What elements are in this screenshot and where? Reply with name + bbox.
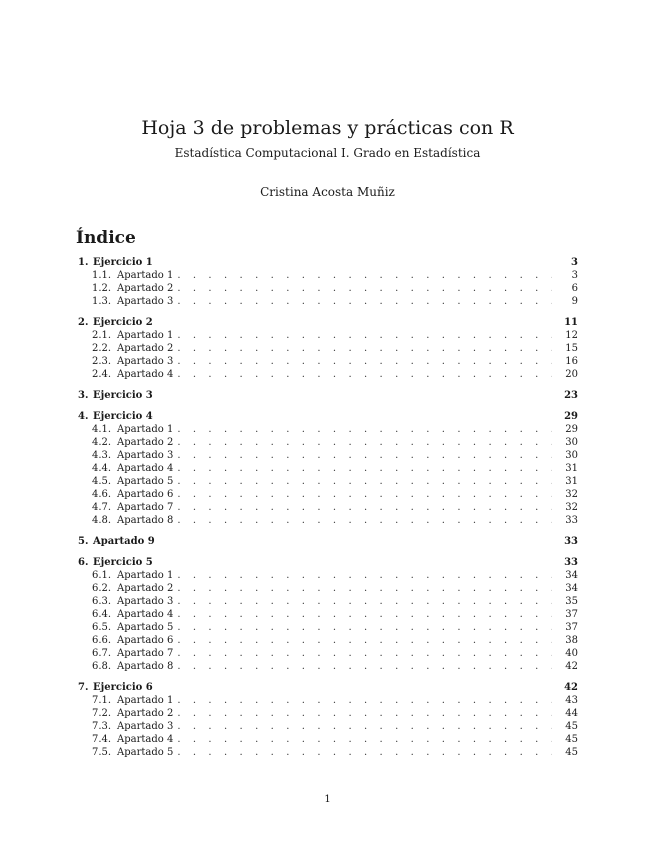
- toc-subsection-title: Apartado 3: [117, 296, 174, 307]
- toc-subsection-number: 7.2.: [92, 708, 112, 719]
- toc-subsection-number: 2.4.: [92, 369, 112, 380]
- toc-subsection-title: Apartado 8: [117, 515, 174, 526]
- document-author: Cristina Acosta Muñiz: [260, 185, 395, 199]
- toc-subsection-title: Apartado 2: [117, 343, 174, 354]
- dot-leader: [177, 355, 552, 368]
- toc-subsection-entry[interactable]: [78, 746, 578, 759]
- toc-subsection-number: 2.1.: [92, 330, 112, 341]
- dot-leader: [177, 423, 552, 436]
- toc-section-number: 2.: [78, 317, 89, 328]
- toc-subsection-number: 4.1.: [92, 424, 112, 435]
- toc-subsection-page: 20: [565, 369, 578, 380]
- toc-section-page: 42: [564, 682, 578, 693]
- toc-subsection-page: 15: [565, 343, 578, 354]
- toc-subsection-page: 43: [565, 695, 578, 706]
- toc-subsection-entry[interactable]: [78, 647, 578, 660]
- title-block: [0, 116, 655, 199]
- toc-subsection-page: 38: [565, 635, 578, 646]
- toc-subsection-title: Apartado 1: [117, 270, 174, 281]
- toc-subsection-page: 31: [565, 476, 578, 487]
- toc-subsection-page: 45: [565, 747, 578, 758]
- toc-subsection-page: 34: [565, 583, 578, 594]
- dot-leader: [177, 475, 552, 488]
- dot-leader: [177, 329, 552, 342]
- toc-section-number: 5.: [78, 536, 89, 547]
- dot-leader: [177, 569, 552, 582]
- toc-subsection-entry[interactable]: [78, 582, 578, 595]
- toc-subsection-title: Apartado 1: [117, 570, 174, 581]
- toc-subsection-page: 42: [565, 661, 578, 672]
- toc-subsection-entry[interactable]: [78, 423, 578, 436]
- toc-subsection-page: 33: [565, 515, 578, 526]
- toc-subsection-number: 1.1.: [92, 270, 112, 281]
- toc-subsection-entry[interactable]: [78, 475, 578, 488]
- dot-leader: [177, 647, 552, 660]
- dot-leader: [177, 621, 552, 634]
- toc-subsection-page: 40: [565, 648, 578, 659]
- toc-subsection-page: 35: [565, 596, 578, 607]
- toc-section-number: 6.: [78, 557, 89, 568]
- toc-subsection-page: 29: [565, 424, 578, 435]
- toc-section: [78, 316, 578, 381]
- toc-subsection-number: 7.3.: [92, 721, 112, 732]
- toc-subsection-number: 6.2.: [92, 583, 112, 594]
- toc-subsection-number: 6.6.: [92, 635, 112, 646]
- toc-subsection-entry[interactable]: [78, 595, 578, 608]
- page-number: 1: [324, 794, 331, 805]
- toc-subsection-page: 32: [565, 502, 578, 513]
- table-of-contents: [78, 256, 578, 767]
- toc-section-title: Ejercicio 6: [93, 682, 153, 693]
- toc-subsection-entry[interactable]: [78, 621, 578, 634]
- toc-subsection-title: Apartado 6: [117, 635, 174, 646]
- toc-subsection-entry[interactable]: [78, 449, 578, 462]
- toc-subsection-number: 7.1.: [92, 695, 112, 706]
- toc-section-entry[interactable]: [78, 389, 578, 402]
- toc-section: [78, 256, 578, 308]
- toc-section-page: 3: [571, 257, 578, 268]
- toc-section-page: 23: [564, 390, 578, 401]
- toc-subsection-title: Apartado 2: [117, 437, 174, 448]
- toc-section-entry[interactable]: [78, 410, 578, 423]
- toc-subsection-entry[interactable]: [78, 608, 578, 621]
- toc-subsection-number: 4.8.: [92, 515, 112, 526]
- toc-subsection-number: 4.5.: [92, 476, 112, 487]
- toc-section-number: 7.: [78, 682, 89, 693]
- toc-subsection-entry[interactable]: [78, 282, 578, 295]
- toc-subsection-title: Apartado 5: [117, 747, 174, 758]
- dot-leader: [177, 436, 552, 449]
- toc-subsection-page: 16: [565, 356, 578, 367]
- toc-subsection-entry[interactable]: [78, 368, 578, 381]
- toc-heading: Índice: [76, 228, 136, 248]
- dot-leader: [177, 733, 552, 746]
- toc-subsection-entry[interactable]: [78, 694, 578, 707]
- dot-leader: [177, 707, 552, 720]
- dot-leader: [177, 746, 552, 759]
- toc-subsection-entry[interactable]: [78, 501, 578, 514]
- toc-section-number: 1.: [78, 257, 89, 268]
- toc-subsection-number: 2.2.: [92, 343, 112, 354]
- toc-subsection-entry[interactable]: [78, 436, 578, 449]
- toc-subsection-title: Apartado 3: [117, 450, 174, 461]
- toc-subsection-title: Apartado 2: [117, 583, 174, 594]
- toc-subsection-number: 7.5.: [92, 747, 112, 758]
- toc-subsection-page: 44: [565, 708, 578, 719]
- toc-subsection-title: Apartado 4: [117, 463, 174, 474]
- toc-subsection-entry[interactable]: [78, 720, 578, 733]
- toc-subsection-page: 34: [565, 570, 578, 581]
- toc-section-entry[interactable]: [78, 256, 578, 269]
- toc-subsection-title: Apartado 3: [117, 596, 174, 607]
- toc-subsection-number: 7.4.: [92, 734, 112, 745]
- toc-subsection-number: 4.3.: [92, 450, 112, 461]
- document-title: Hoja 3 de problemas y prácticas con R: [141, 117, 514, 139]
- dot-leader: [177, 608, 552, 621]
- toc-subsection-number: 6.5.: [92, 622, 112, 633]
- toc-subsection-page: 30: [565, 437, 578, 448]
- dot-leader: [177, 501, 552, 514]
- toc-section-number: 4.: [78, 411, 89, 422]
- toc-subsection-entry[interactable]: [78, 569, 578, 582]
- toc-section-entry[interactable]: [78, 556, 578, 569]
- toc-subsection-number: 4.2.: [92, 437, 112, 448]
- toc-subsection-entry[interactable]: [78, 488, 578, 501]
- toc-subsection-title: Apartado 3: [117, 356, 174, 367]
- toc-subsection-number: 1.2.: [92, 283, 112, 294]
- toc-subsection-title: Apartado 5: [117, 476, 174, 487]
- toc-section-entry[interactable]: [78, 316, 578, 329]
- toc-subsection-page: 37: [565, 622, 578, 633]
- toc-subsection-entry[interactable]: [78, 269, 578, 282]
- toc-subsection-title: Apartado 4: [117, 734, 174, 745]
- toc-subsection-title: Apartado 4: [117, 609, 174, 620]
- toc-section-entry[interactable]: [78, 535, 578, 548]
- toc-subsection-number: 1.3.: [92, 296, 112, 307]
- toc-section-title: Apartado 9: [93, 536, 155, 547]
- toc-subsection-entry[interactable]: [78, 295, 578, 308]
- toc-subsection-entry[interactable]: [78, 462, 578, 475]
- toc-subsection-number: 4.4.: [92, 463, 112, 474]
- toc-subsection-number: 2.3.: [92, 356, 112, 367]
- toc-section-title: Ejercicio 3: [93, 390, 153, 401]
- dot-leader: [177, 634, 552, 647]
- toc-subsection-title: Apartado 7: [117, 648, 174, 659]
- toc-subsection-page: 6: [571, 283, 578, 294]
- toc-section-page: 33: [564, 557, 578, 568]
- toc-subsection-page: 30: [565, 450, 578, 461]
- toc-subsection-page: 12: [565, 330, 578, 341]
- dot-leader: [177, 694, 552, 707]
- toc-section-title: Ejercicio 2: [93, 317, 153, 328]
- toc-subsection-page: 9: [571, 296, 578, 307]
- toc-subsection-page: 32: [565, 489, 578, 500]
- dot-leader: [177, 595, 552, 608]
- dot-leader: [177, 582, 552, 595]
- dot-leader: [177, 720, 552, 733]
- toc-subsection-title: Apartado 1: [117, 424, 174, 435]
- document-subtitle: Estadística Computacional I. Grado en Estadística: [174, 146, 481, 160]
- toc-subsection-title: Apartado 6: [117, 489, 174, 500]
- toc-section-title: Ejercicio 4: [93, 411, 153, 422]
- toc-subsection-entry[interactable]: [78, 342, 578, 355]
- dot-leader: [177, 488, 552, 501]
- toc-subsection-page: 31: [565, 463, 578, 474]
- toc-subsection-entry[interactable]: [78, 329, 578, 342]
- toc-section: [78, 535, 578, 548]
- toc-subsection-page: 37: [565, 609, 578, 620]
- toc-subsection-number: 4.6.: [92, 489, 112, 500]
- toc-subsection-entry[interactable]: [78, 514, 578, 527]
- toc-subsection-title: Apartado 7: [117, 502, 174, 513]
- dot-leader: [177, 660, 552, 673]
- toc-subsection-number: 4.7.: [92, 502, 112, 513]
- toc-section-page: 33: [564, 536, 578, 547]
- toc-subsection-entry[interactable]: [78, 707, 578, 720]
- toc-subsection-page: 3: [571, 270, 578, 281]
- toc-section-entry[interactable]: [78, 681, 578, 694]
- dot-leader: [177, 449, 552, 462]
- toc-subsection-title: Apartado 4: [117, 369, 174, 380]
- toc-subsection-page: 45: [565, 734, 578, 745]
- dot-leader: [177, 368, 552, 381]
- toc-subsection-title: Apartado 1: [117, 695, 174, 706]
- toc-section-number: 3.: [78, 390, 89, 401]
- toc-subsection-title: Apartado 3: [117, 721, 174, 732]
- dot-leader: [177, 462, 552, 475]
- dot-leader: [177, 342, 552, 355]
- toc-subsection-title: Apartado 8: [117, 661, 174, 672]
- toc-subsection-entry[interactable]: [78, 355, 578, 368]
- toc-section-page: 29: [564, 411, 578, 422]
- toc-subsection-entry[interactable]: [78, 634, 578, 647]
- toc-section-title: Ejercicio 5: [93, 557, 153, 568]
- toc-subsection-entry[interactable]: [78, 660, 578, 673]
- dot-leader: [177, 282, 552, 295]
- dot-leader: [177, 269, 552, 282]
- toc-section-title: Ejercicio 1: [93, 257, 153, 268]
- dot-leader: [177, 295, 552, 308]
- toc-subsection-title: Apartado 2: [117, 283, 174, 294]
- toc-subsection-number: 6.8.: [92, 661, 112, 672]
- toc-subsection-number: 6.4.: [92, 609, 112, 620]
- toc-section: [78, 389, 578, 402]
- toc-subsection-number: 6.1.: [92, 570, 112, 581]
- toc-section: [78, 681, 578, 759]
- toc-subsection-title: Apartado 5: [117, 622, 174, 633]
- toc-section: [78, 410, 578, 527]
- toc-section: [78, 556, 578, 673]
- toc-subsection-title: Apartado 1: [117, 330, 174, 341]
- toc-subsection-page: 45: [565, 721, 578, 732]
- toc-subsection-title: Apartado 2: [117, 708, 174, 719]
- toc-section-page: 11: [564, 317, 578, 328]
- toc-subsection-number: 6.3.: [92, 596, 112, 607]
- toc-subsection-entry[interactable]: [78, 733, 578, 746]
- dot-leader: [177, 514, 552, 527]
- toc-subsection-number: 6.7.: [92, 648, 112, 659]
